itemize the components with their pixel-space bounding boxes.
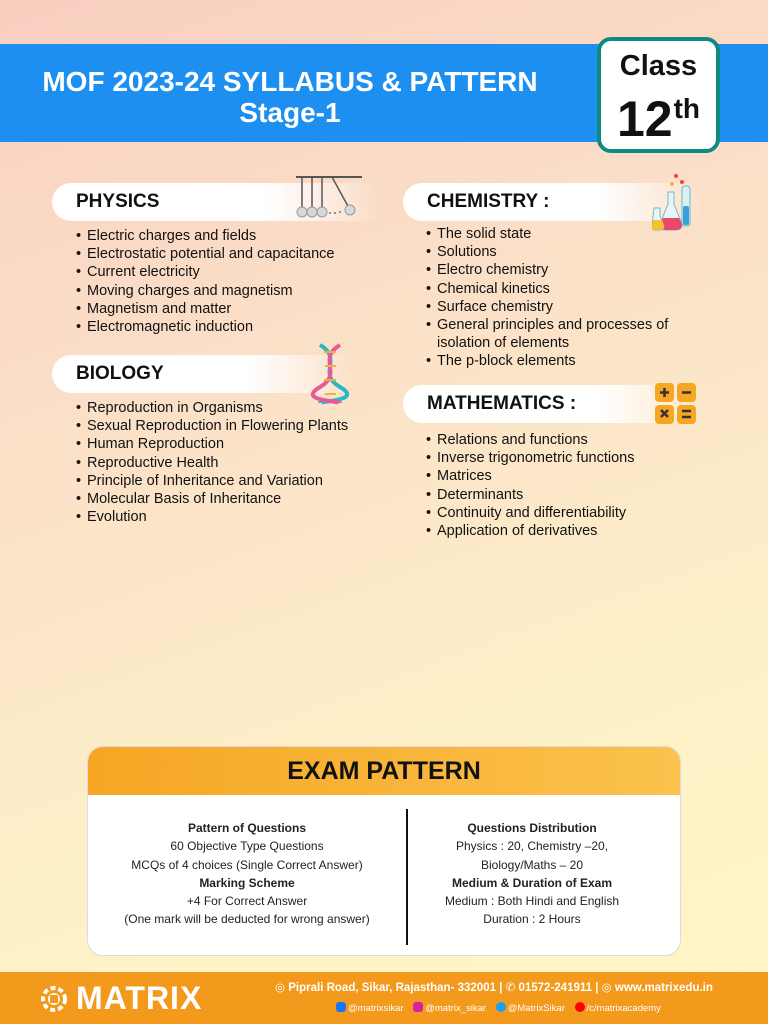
separator: | <box>595 982 602 994</box>
class-label: Class <box>619 50 698 82</box>
page-title <box>0 66 580 128</box>
list-item: • The p-block elements <box>426 352 668 370</box>
youtube-icon <box>575 1002 585 1012</box>
list-item: • Determinants <box>426 486 634 504</box>
list-item: • Electrostatic potential and capacitance <box>76 245 334 263</box>
physics-heading: PHYSICS <box>52 183 382 221</box>
list-item: • Reproductive Health <box>76 454 348 472</box>
facebook-icon <box>336 1002 346 1012</box>
medium-heading: Medium & Duration of Exam <box>451 875 612 890</box>
footer <box>0 972 768 1024</box>
gear-logo-icon <box>36 983 72 1013</box>
website-link[interactable]: www.matrixedu.in <box>614 982 713 994</box>
medium-line: Medium : Both Hindi and English <box>444 894 620 909</box>
list-item-continuation: isolation of elements <box>437 335 570 352</box>
youtube-link[interactable] <box>575 1003 661 1014</box>
list-item: • Moving charges and magnetism <box>76 282 334 300</box>
phone-icon: ✆ <box>505 982 516 994</box>
list-item: • Surface chemistry <box>426 298 668 316</box>
mathematics-heading: MATHEMATICS : <box>403 385 703 423</box>
list-item: • Magnetism and matter <box>76 300 334 318</box>
separator: | <box>499 982 506 994</box>
list-item: • Application of derivatives <box>426 522 634 540</box>
list-item: • Chemical kinetics <box>426 280 668 298</box>
distribution-heading: Questions Distribution <box>467 821 597 835</box>
brand-name: MATRIX <box>76 980 203 1016</box>
facebook-handle: @matrixsikar <box>348 1003 404 1014</box>
marking-line: +4 For Correct Answer <box>186 894 308 909</box>
list-item: • Electric charges and fields <box>76 227 334 245</box>
youtube-handle: /c/matrixacademy <box>586 1003 661 1014</box>
pattern-line: 60 Objective Type Questions <box>170 839 324 854</box>
list-item: • Electromagnetic induction <box>76 318 334 336</box>
list-item: • Principle of Inheritance and Variation <box>76 472 348 490</box>
brand-logo <box>36 979 202 1017</box>
phone: 01572-241911 <box>518 982 593 994</box>
physics-topics <box>76 227 334 336</box>
marking-line: (One mark will be deducted for wrong answer) <box>124 912 370 927</box>
location-icon: ◎ <box>275 982 286 994</box>
exam-right-column <box>418 819 646 929</box>
chemistry-heading: CHEMISTRY : <box>403 183 703 221</box>
list-item: • Solutions <box>426 243 668 261</box>
list-item-text: General principles and processes of <box>437 317 669 334</box>
list-item: • Evolution <box>76 508 348 526</box>
math-operators-icon <box>654 382 698 426</box>
instagram-link[interactable] <box>413 1003 486 1014</box>
distribution-line: Biology/Maths – 20 <box>480 857 584 872</box>
globe-icon: ◎ <box>601 982 612 994</box>
list-item: • Relations and functions <box>426 431 634 449</box>
pattern-line: MCQs of 4 choices (Single Correct Answer) <box>131 857 363 872</box>
list-item: • Reproduction in Organisms <box>76 399 348 417</box>
chemistry-topics <box>426 225 668 371</box>
pattern-heading: Pattern of Questions <box>187 821 306 835</box>
list-item <box>426 316 668 352</box>
distribution-line: Physics : 20, Chemistry –20, <box>455 839 609 854</box>
flasks-icon <box>652 172 698 232</box>
list-item: • Matrices <box>426 467 634 485</box>
class-badge <box>597 37 720 153</box>
social-links <box>336 1002 668 1014</box>
instagram-handle: @matrix_sikar <box>425 1003 487 1014</box>
instagram-icon <box>413 1002 423 1012</box>
list-item: • Inverse trigonometric functions <box>426 449 634 467</box>
address: Piprali Road, Sikar, Rajasthan- 332001 <box>288 982 496 994</box>
title-line-1: MOF 2023-24 SYLLABUS & PATTERN <box>42 66 538 97</box>
list-item: • Molecular Basis of Inheritance <box>76 490 348 508</box>
list-item: • The solid state <box>426 225 668 243</box>
class-number <box>601 83 716 145</box>
list-item: • Sexual Reproduction in Flowering Plants <box>76 417 348 435</box>
marking-heading: Marking Scheme <box>199 875 295 890</box>
class-number-value: 12 <box>616 91 673 147</box>
twitter-link[interactable] <box>496 1003 565 1014</box>
title-line-2: Stage-1 <box>239 97 341 128</box>
exam-left-column <box>106 819 388 929</box>
facebook-link[interactable] <box>336 1003 404 1014</box>
exam-pattern-card <box>87 746 681 956</box>
twitter-icon <box>496 1002 506 1012</box>
biology-topics <box>76 399 348 526</box>
list-item: • Human Reproduction <box>76 435 348 453</box>
list-item: • Current electricity <box>76 263 334 281</box>
list-item: • Continuity and differentiability <box>426 504 634 522</box>
list-item: • Electro chemistry <box>426 261 668 279</box>
duration-line: Duration : 2 Hours <box>483 912 581 927</box>
mathematics-topics <box>426 431 634 540</box>
dna-icon <box>310 343 350 405</box>
exam-divider <box>406 809 408 945</box>
class-suffix: th <box>673 93 701 124</box>
newtons-cradle-icon <box>294 174 366 220</box>
exam-pattern-title: EXAM PATTERN <box>88 747 680 795</box>
contact-line <box>275 980 713 994</box>
twitter-handle: @MatrixSikar <box>507 1003 565 1014</box>
biology-heading: BIOLOGY <box>52 355 352 393</box>
